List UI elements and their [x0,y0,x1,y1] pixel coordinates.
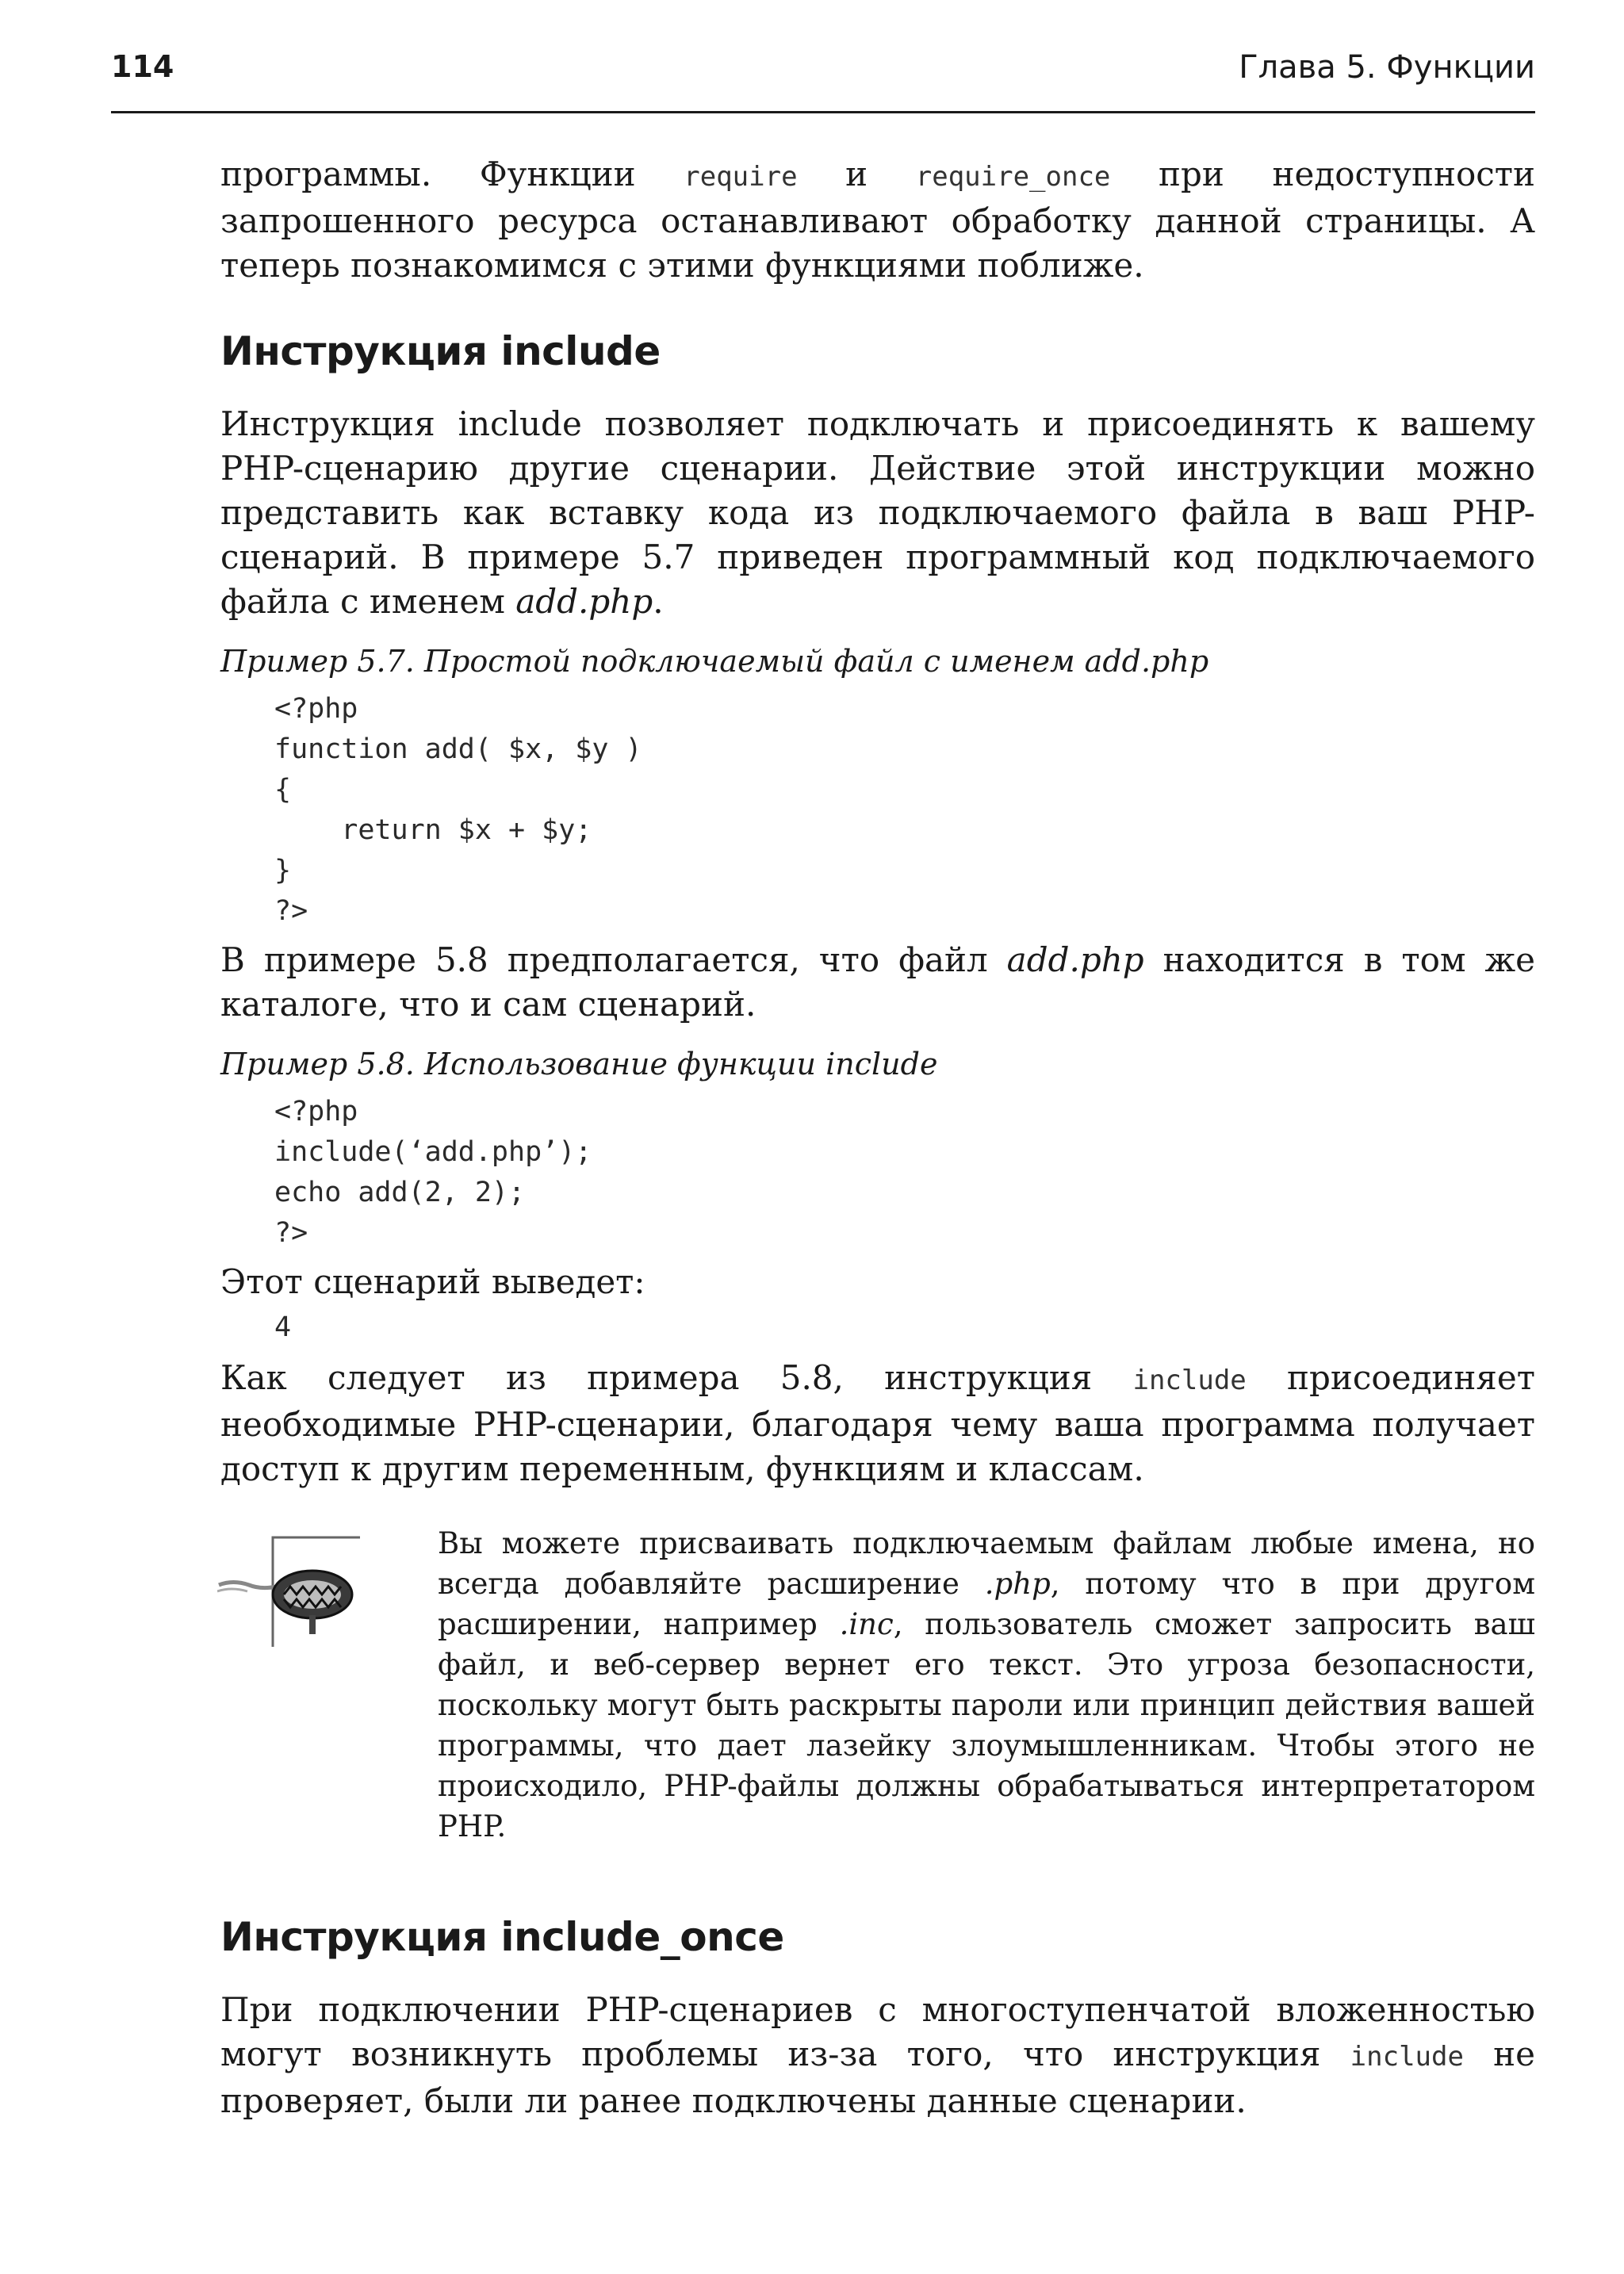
warning-note [220,1523,1535,1847]
include-once-paragraph-1: При подключении PHP-сценариев с многоступенчатой вложенностью могут возникнуть проблемы из-за того, что инструкция include не проверяет, были ли ранее подключены данные сценарии. [220,1990,1535,2120]
output-label: Этот сценарий выведет: [220,1262,645,1301]
example-5-8-code: <?php include(‘add.php’); echo add(2, 2); ?> [274,1096,592,1249]
running-header [111,44,1535,113]
inline-code-require: require [684,161,798,193]
chapter-title: Глава 5. Функции [1239,49,1535,86]
extension-php: .php [984,1567,1051,1601]
warning-note-text: Вы можете присваивать подключаемым файлам любые имена, но всегда добавляйте расширение .php, потому что в при другом расширении, например .inc, пользователь сможет запросить ваш файл, и веб-сервер вернет его текст. Это угроза безопасности, поскольку могут быть раскрыты пароли или принцип действия вашей программы, что дает лазейку злоумышленникам. Чтобы этого не происходило, PHP-файлы должны обрабатываться интерпретатором PHP. [438,1526,1535,1843]
section-heading-include: Инструкция include [220,328,661,374]
extension-inc: .inc [839,1607,894,1641]
inline-code-include: include [1350,2041,1464,2073]
filename-add-php: add.php [515,582,653,621]
page-content [220,152,1535,2123]
intro-paragraph: программы. Функции require и require_once при недоступности запрошенного ресурса останавливают обработку данной страницы. А теперь познакомимся с этими функциями поближе. [220,155,1535,285]
include-paragraph-1: Инструкция include позволяет подключать и присоединять к вашему PHP-сценарию другие сценарии. Действие этой инструкции можно представить как вставку кода из подключаемого файла в ваш PHP-сценарий. В примере 5.7 приведен программный код подключаемого файла с именем add.php. [220,404,1535,621]
include-paragraph-2: В примере 5.8 предполагается, что файл add.php находится в том же каталоге, что и сам сценарий. [220,940,1535,1024]
include-paragraph-3: Как следует из примера 5.8, инструкция include присоединяет необходимые PHP-сценарии, благодаря чему ваша программа получает доступ к другим переменным, функциям и классам. [220,1358,1536,1488]
bear-trap-icon [217,1536,360,1647]
example-5-7-caption: Пример 5.7. Простой подключаемый файл с именем add.php [220,644,1209,679]
output-value: 4 [274,1311,292,1343]
section-heading-include-once: Инструкция include_once [220,1914,784,1960]
inline-code-require-once: require_once [915,161,1111,193]
example-5-7-code: <?php function add( $x, $y ) { return $x + $y; } ?> [274,693,642,927]
filename-add-php: add.php [1006,940,1144,979]
inline-code-include: include [1132,1365,1247,1396]
example-5-8-caption: Пример 5.8. Использование функции include [220,1047,938,1081]
page-number: 114 [111,49,174,84]
